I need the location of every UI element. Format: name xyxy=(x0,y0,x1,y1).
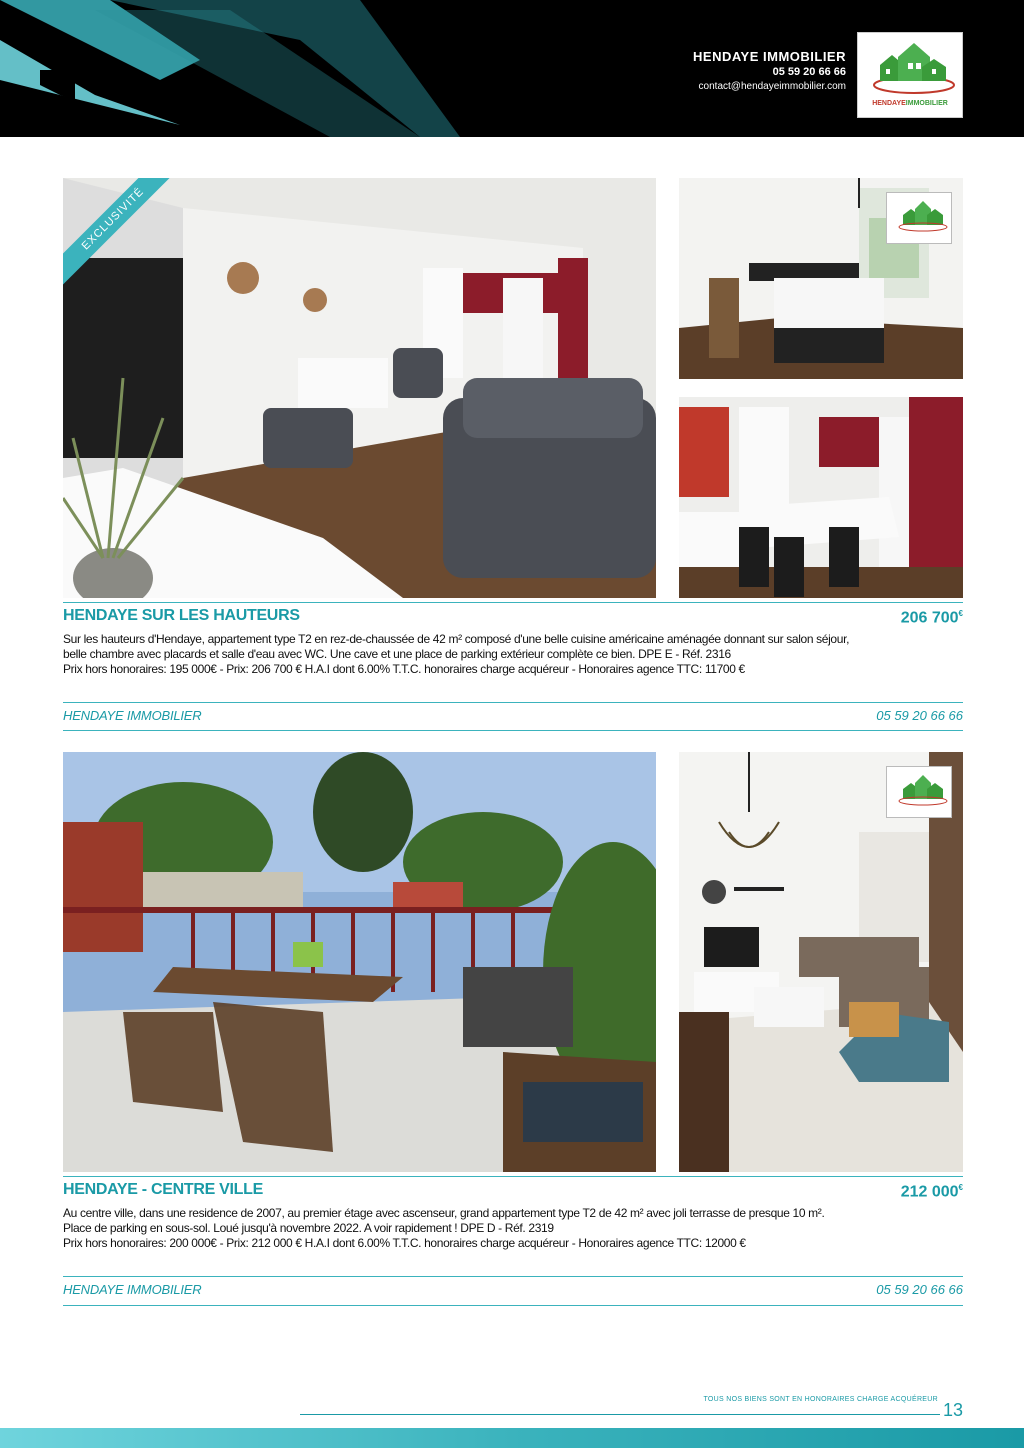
listing-2-description xyxy=(63,1206,965,1251)
desc-line: Prix hors honoraires: 195 000€ - Prix: 206 700 € H.A.I dont 6.00% T.T.C. honoraires charge acquéreur - Honoraires agence TTC: 11700 € xyxy=(63,662,745,676)
agency-name: HENDAYE IMMOBILIER xyxy=(693,49,846,64)
agency-phone[interactable]: 05 59 20 66 66 xyxy=(772,66,846,78)
listing-1-footer-agency: HENDAYE IMMOBILIER xyxy=(63,708,202,723)
desc-line: Sur les hauteurs d'Hendaye, appartement type T2 en rez-de-chaussée de 42 m² composé d'une belle cuisine américaine aménagée donnant sur salon séjour, xyxy=(63,632,850,646)
watermark-logo xyxy=(886,192,952,244)
fees-disclaimer: TOUS NOS BIENS SONT EN HONORAIRES CHARGE ACQUÉREUR xyxy=(703,1396,938,1403)
listing-2-footer-agency: HENDAYE IMMOBILIER xyxy=(63,1282,202,1297)
listing-2-bottom-rule xyxy=(63,1305,963,1306)
footer-rule xyxy=(300,1414,940,1415)
listing-1-top-rule xyxy=(63,602,963,603)
listing-2-footer-rule xyxy=(63,1276,963,1277)
house-logo-icon xyxy=(887,193,951,243)
listing-2-price: 212 000€ xyxy=(900,1183,963,1201)
page-number: 13 xyxy=(942,1400,963,1420)
listing-2-living-photo[interactable] xyxy=(679,752,963,1172)
listing-1-bottom-rule xyxy=(63,730,963,731)
exclusivite-badge: EXCLUSIVITÉ xyxy=(63,178,184,290)
listing-2-title[interactable]: HENDAYE - CENTRE VILLE xyxy=(63,1181,263,1198)
house-logo-icon xyxy=(858,33,964,103)
listing-1-bedroom-photo[interactable] xyxy=(679,178,963,379)
agency-contact xyxy=(693,49,846,92)
listing-1-title[interactable]: HENDAYE SUR LES HAUTEURS xyxy=(63,607,300,624)
logo-wordmark: HENDAYEIMMOBILIER xyxy=(872,100,948,107)
bottom-band xyxy=(0,1428,1024,1448)
kitchen-image xyxy=(679,397,963,598)
desc-line: Au centre ville, dans une residence de 2007, au premier étage avec ascenseur, grand appartement type T2 de 42 m² avec joli terrasse de presque 10 m². xyxy=(63,1206,825,1220)
desc-line: belle chambre avec placards et salle d'eau avec WC. Une cave et une place de parking extérieur complète ce bien. DPE E - Réf. 2316 xyxy=(63,647,731,661)
listing-1-price: 206 700€ xyxy=(900,609,963,627)
listing-1-kitchen-photo[interactable] xyxy=(679,397,963,598)
agency-email[interactable]: contact@hendayeimmobilier.com xyxy=(698,81,846,92)
listing-2-top-rule xyxy=(63,1176,963,1177)
listing-1-footer-phone[interactable]: 05 59 20 66 66 xyxy=(876,708,963,723)
listing-2-main-photo[interactable] xyxy=(63,752,656,1172)
listing-1-description xyxy=(63,632,965,677)
listing-1-main-photo[interactable] xyxy=(63,178,656,598)
desc-line: Place de parking en sous-sol. Loué jusqu'à novembre 2022. A voir rapidement ! DPE D - Réf. 2319 xyxy=(63,1221,554,1235)
listing-2-footer-phone[interactable]: 05 59 20 66 66 xyxy=(876,1282,963,1297)
desc-line: Prix hors honoraires: 200 000€ - Prix: 212 000 € H.A.I dont 6.00% T.T.C. honoraires charge acquéreur - Honoraires agence TTC: 12000 € xyxy=(63,1236,746,1250)
house-logo-icon xyxy=(887,767,951,817)
page-header xyxy=(0,0,1024,137)
header-decoration xyxy=(0,0,520,137)
terrace-image xyxy=(63,752,656,1172)
watermark-logo xyxy=(886,766,952,818)
listing-1-footer-rule xyxy=(63,702,963,703)
agency-logo xyxy=(857,32,963,118)
